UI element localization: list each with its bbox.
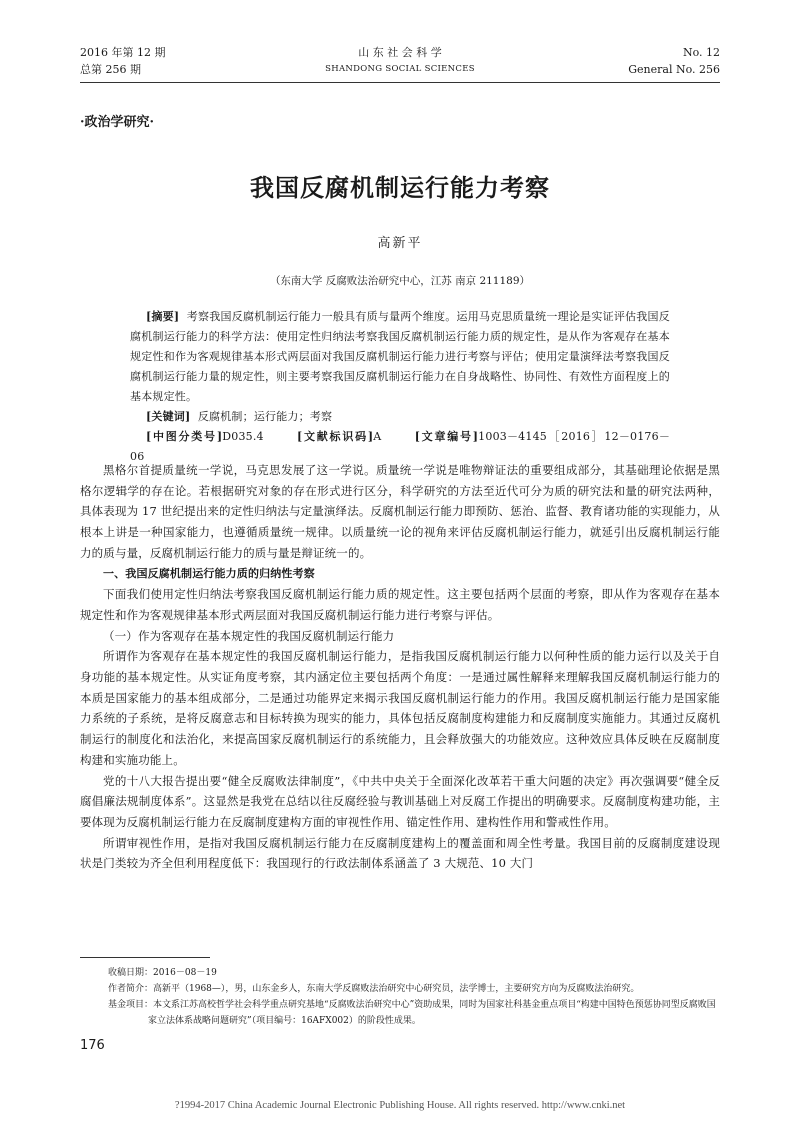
author-bio: 作者简介：高新平（1968—），男，山东金乡人，东南大学反腐败法治研究中心研究员，法学博士，主要研究方向为反腐败法治研究。 <box>108 984 640 994</box>
total-issue-line: 总第 256 期 <box>80 63 141 76</box>
section-heading: 一、我国反腐机制运行能力质的归纳性考察 <box>103 566 315 580</box>
clc-label: [中图分类号] <box>146 430 223 443</box>
received-date: 收稿日期：2016－08－19 <box>108 968 217 978</box>
paragraph: 党的十八大报告提出要“健全反腐败法律制度”，《中共中央关于全面深化改革若干重大问题的决定》再次强调要“健全反腐倡廉法规制度体系”。这显然是我党在总结以往反腐经验与教训基础上对反腐工作提出的明确要求。反腐制度构建功能，主要体现为反腐机制运行能力在反腐制度建构方面的审视性作用、锚定性作用、建构性作用和警戒性作用。 <box>80 773 720 829</box>
header-divider <box>80 82 720 83</box>
subsection-heading: （一）作为客观存在基本规定性的我国反腐机制运行能力 <box>103 628 395 643</box>
doc-code-value: A <box>373 430 382 443</box>
journal-name-cn: 山 东 社 会 科 学 <box>358 46 442 59</box>
keywords-text: 反腐机制；运行能力；考察 <box>197 410 333 423</box>
article-no-label: [文章编号] <box>414 430 479 443</box>
abstract-label: [摘要] <box>146 310 180 323</box>
document-code <box>297 430 395 443</box>
keywords <box>130 407 670 427</box>
footnote-divider <box>80 957 210 958</box>
article-body <box>80 460 720 874</box>
abstract <box>130 307 670 407</box>
page-header <box>80 44 720 84</box>
clc-value: D035.4 <box>222 430 264 443</box>
journal-name-en: SHANDONG SOCIAL SCIENCES <box>325 64 475 74</box>
paragraph: 所谓审视性作用，是指对我国反腐机制运行能力在反腐制度建构上的覆盖面和周全性考量。我国目前的反腐制度建设现状是门类较为齐全但利用程度低下：我国现行的行政法制体系涵盖了 3 大规范、10 大门 <box>80 835 720 871</box>
page-number: 176 <box>80 1038 105 1053</box>
section-tag: ·政治学研究· <box>80 115 155 130</box>
journal-name <box>80 44 720 78</box>
article-title: 我国反腐机制运行能力考察 <box>250 173 550 202</box>
abstract-block <box>130 307 670 467</box>
paragraph: 所谓作为客观存在基本规定性的我国反腐机制运行能力，是指我国反腐机制运行能力以何种性质的能力运行以及关于自身功能的基本规定性。从实证角度考察，其内涵定位主要包括两个角度：一是通过属性解释来理解我国反腐机制运行能力的本质是国家能力的基本组成部分，二是通过功能界定来揭示我国反腐机制运行能力的作用。我国反腐机制运行能力是国家能力系统的子系统，是将反腐意志和目标转换为现实的能力，具体包括反腐制度构建能力和反腐制度实施能力。其通过反腐机制运行的制度化和法治化，来提高国家反腐机制运行的系统能力，且会释放强大的功能效应。这种效应具体反映在反腐制度构建和实施功能上。 <box>80 649 720 767</box>
clc-code <box>146 430 278 443</box>
issue-no: No. 12 <box>682 46 720 59</box>
author-name: 高新平 <box>377 236 423 251</box>
footnotes <box>108 965 720 1029</box>
abstract-text: 考察我国反腐机制运行能力一般具有质与量两个维度。运用马克思质量统一理论是实证评估我国反腐机制运行能力的科学方法：使用定性归纳法考察我国反腐机制运行能力质的规定性，是从作为客观存在基本规定性和作为客观规律基本形式两层面对我国反腐机制运行能力进行考察与评估；使用定量演绎法考察我国反腐机制运行能力量的规定性，则主要考察我国反腐机制运行能力在自身战略性、协同性、有效性方面程度上的基本规定性。 <box>130 310 670 403</box>
issue-number <box>628 44 720 78</box>
general-no: General No. 256 <box>628 63 720 76</box>
author-affiliation: （东南大学 反腐败法治研究中心，江苏 南京 211189） <box>269 275 531 287</box>
copyright-watermark: ?1994-2017 China Academic Journal Electronic Publishing House. All rights reserved. http://www.cnki.net <box>174 1100 626 1111</box>
keywords-label: [关键词] <box>146 410 191 423</box>
paragraph: 下面我们使用定性归纳法考察我国反腐机制运行能力质的规定性。这主要包括两个层面的考察，即从作为客观存在基本规定性和作为客观规律基本形式两层面对我国反腐机制运行能力进行考察与评估。 <box>80 587 720 622</box>
article-no-value: 1003－4145［2016］12－0176－06 <box>130 430 671 463</box>
issue-line: 2016 年第 12 期 <box>80 46 166 59</box>
paragraph: 黑格尔首提质量统一学说，马克思发展了这一学说。质量统一学说是唯物辩证法的重要组成部分，其基础理论依据是黑格尔逻辑学的存在论。若根据研究对象的存在形式进行区分，科学研究的方法至近代可分为质的研究法和量的研究法两种，具体表现为 17 世纪提出来的定性归纳法与定量演绎法。反腐机制运行能力即预防、惩治、监督、教育诸功能的实现能力，从根本上讲是一种国家能力，也遵循质量统一规律。以质量统一论的视角来评估反腐机制运行能力，就延引出反腐机制运行能力的质与量，反腐机制运行能力的质与量是辩证统一的。 <box>80 463 720 560</box>
fund-info: 基金项目：本文系江苏高校哲学社会科学重点研究基地“反腐败法治研究中心”资助成果，同时为国家社科基金重点项目“构建中国特色预惩协同型反腐败国家立法体系战略问题研究”（项目编号：16AFX002）的阶段性成果。 <box>108 1000 716 1026</box>
doc-code-label: [文献标识码] <box>297 430 374 443</box>
